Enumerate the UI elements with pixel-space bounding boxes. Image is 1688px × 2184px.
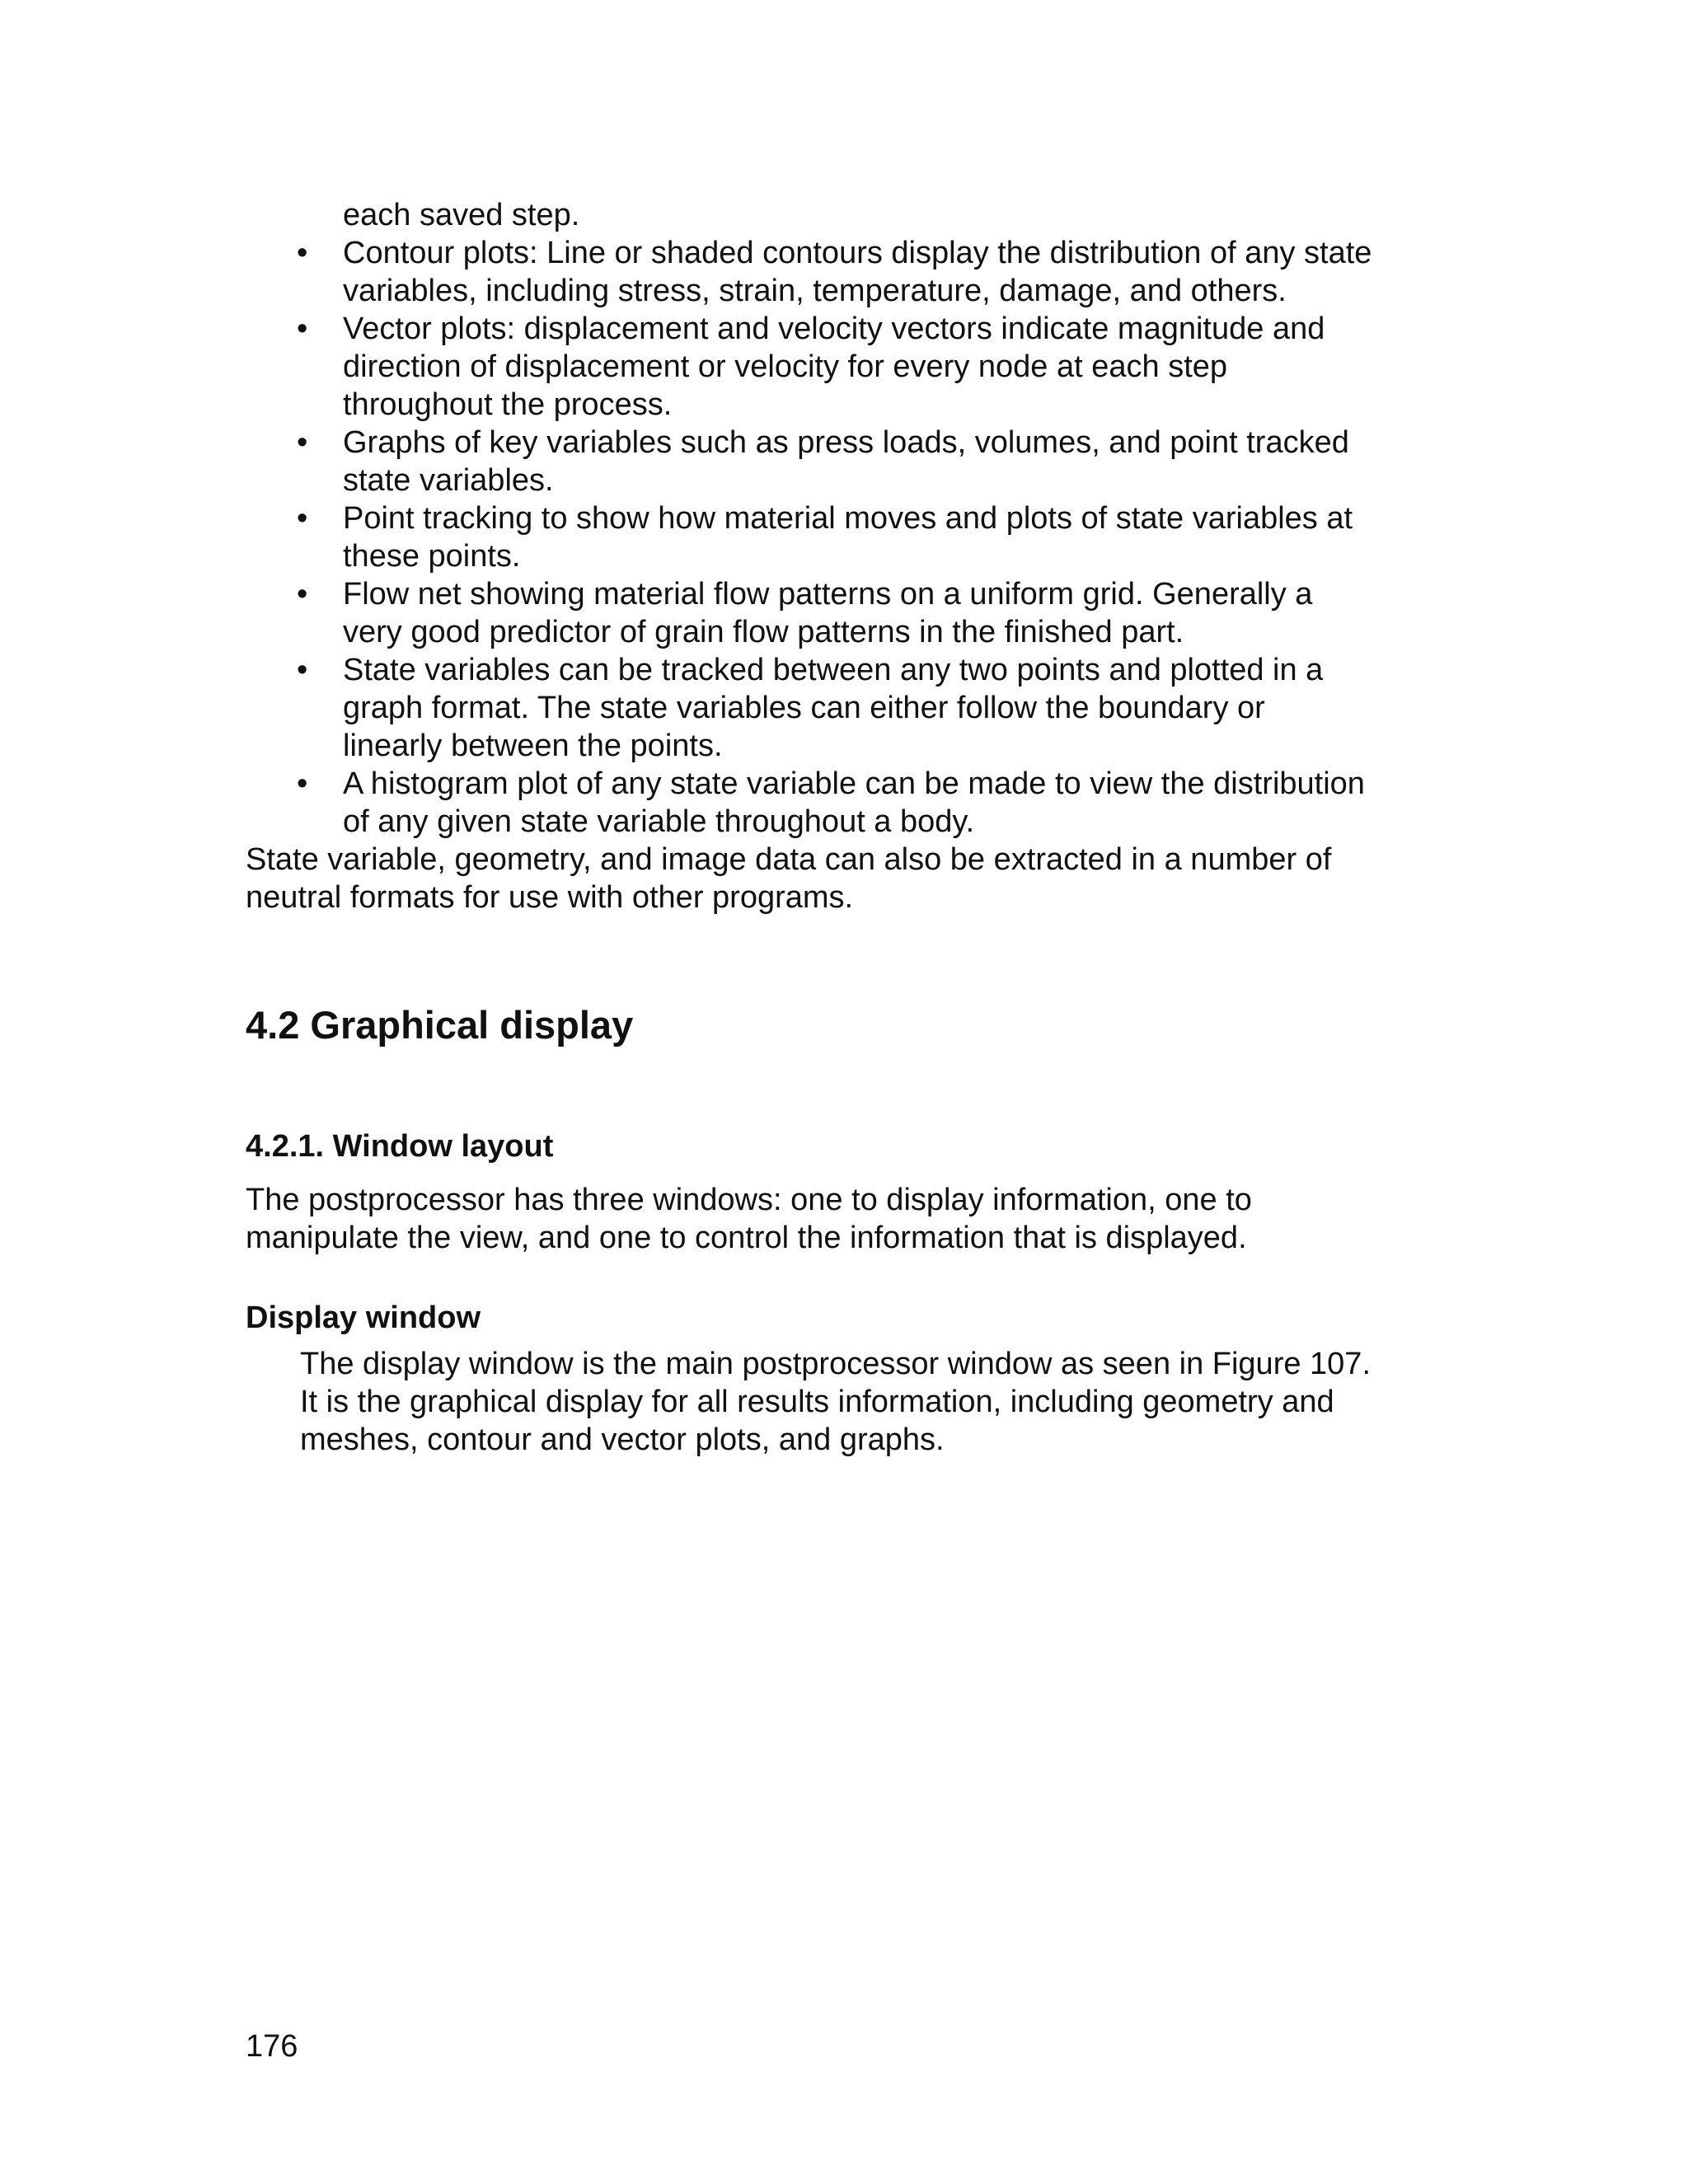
bullet-symbol: •	[297, 236, 308, 270]
section-heading: 4.2 Graphical display	[246, 1003, 634, 1047]
bullet-symbol: •	[297, 425, 308, 460]
bullet-line: very good predictor of grain flow patterns in the finished part.	[343, 615, 1184, 649]
bullet-line: direction of displacement or velocity for every node at each step	[343, 349, 1228, 384]
bullet-line: Vector plots: displacement and velocity vectors indicate magnitude and	[343, 312, 1325, 346]
bullet-line: state variables.	[343, 463, 554, 498]
bullet-line: Contour plots: Line or shaded contours display the distribution of any state	[343, 236, 1372, 270]
paragraph-line: meshes, contour and vector plots, and graphs.	[300, 1422, 945, 1457]
paragraph-line: The display window is the main postprocessor window as seen in Figure 107.	[300, 1347, 1371, 1381]
bullet-line: A histogram plot of any state variable can be made to view the distribution	[343, 766, 1365, 801]
page-number: 176	[246, 2029, 298, 2064]
paragraph-line: The postprocessor has three windows: one to display information, one to	[246, 1183, 1252, 1217]
bullet-line: Flow net showing material flow patterns on a uniform grid. Generally a	[343, 577, 1313, 612]
bullet-line: Point tracking to show how material moves and plots of state variables at	[343, 501, 1353, 536]
bullet-symbol: •	[297, 653, 308, 687]
bullet-line: variables, including stress, strain, temperature, damage, and others.	[343, 274, 1287, 308]
bullet-symbol: •	[297, 312, 308, 346]
paragraph-line: State variable, geometry, and image data can also be extracted in a number of	[246, 842, 1332, 877]
paragraph-line: manipulate the view, and one to control the information that is displayed.	[246, 1221, 1247, 1255]
bullet-line: Graphs of key variables such as press loads, volumes, and point tracked	[343, 425, 1349, 460]
bullet-line: these points.	[343, 539, 521, 574]
bullet-symbol: •	[297, 766, 308, 801]
bullet-line: graph format. The state variables can either follow the boundary or	[343, 691, 1265, 725]
bullet-symbol: •	[297, 577, 308, 612]
subsection-heading: 4.2.1. Window layout	[246, 1129, 554, 1164]
display-window-heading: Display window	[246, 1301, 481, 1335]
bullet-symbol: •	[297, 501, 308, 536]
bullet-line: State variables can be tracked between any two points and plotted in a	[343, 653, 1324, 687]
bullet-line: linearly between the points.	[343, 729, 723, 763]
continuation-line: each saved step.	[343, 198, 580, 232]
bullet-line: of any given state variable throughout a body.	[343, 804, 975, 839]
paragraph-line: neutral formats for use with other programs.	[246, 880, 854, 915]
bullet-line: throughout the process.	[343, 387, 673, 422]
paragraph-line: It is the graphical display for all results information, including geometry and	[300, 1385, 1334, 1419]
